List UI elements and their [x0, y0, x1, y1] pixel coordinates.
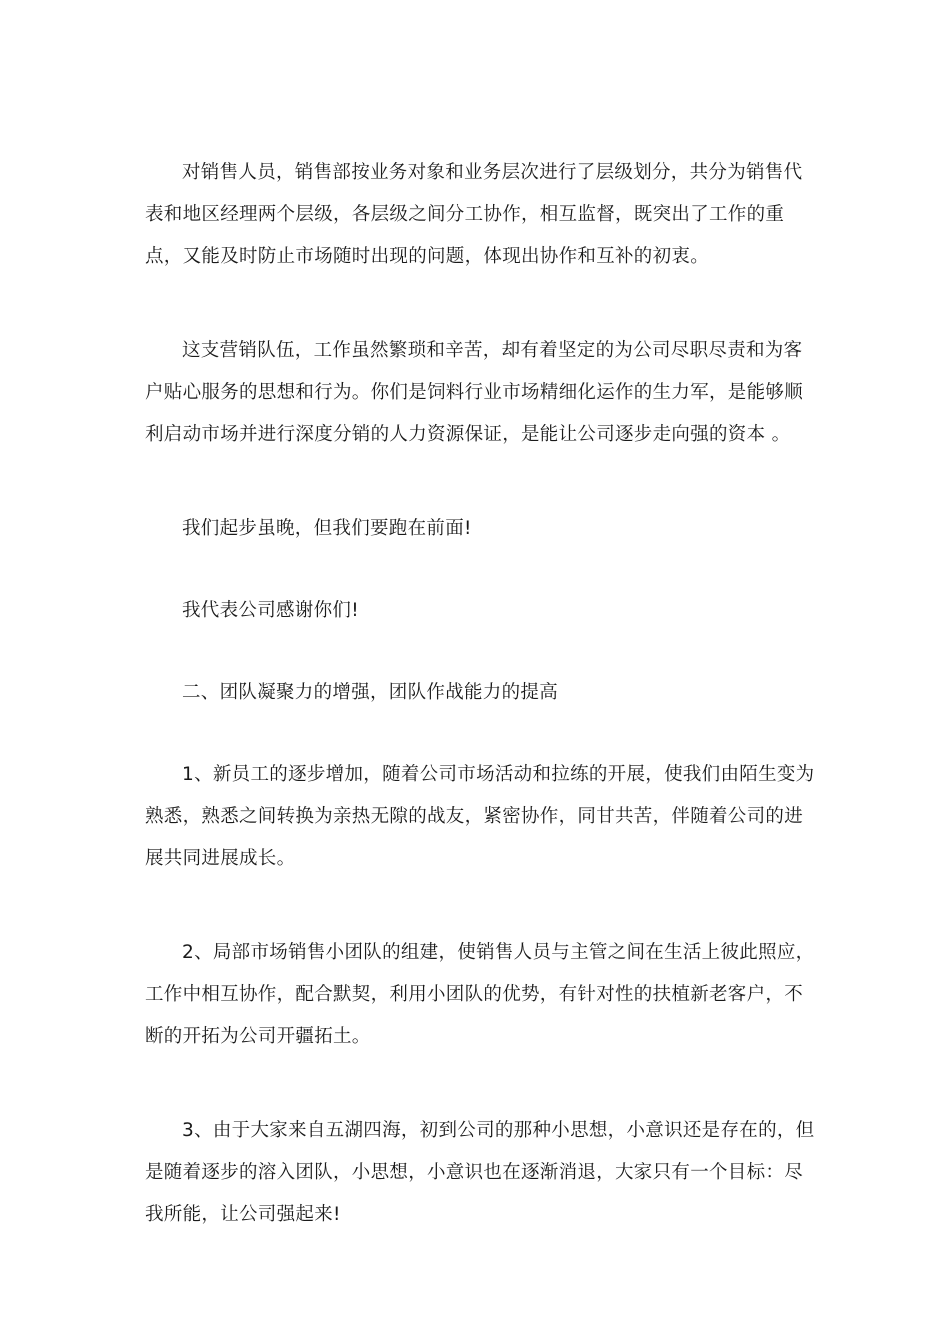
section-heading-team-cohesion: 二、团队凝聚力的增强，团队作战能力的提高: [182, 682, 559, 703]
paragraph-sales-structure: 对销售人员，销售部按业务对象和业务层次进行了层级划分，共分为销售代表和地区经理两个层级，各层级之间分工协作，相互监督，既突出了工作的重点，又能及时防止市场随时出现的问题，体现出协作和互补的初衷。: [145, 162, 803, 267]
paragraph-run-ahead: 我们起步虽晚，但我们要跑在前面!: [182, 518, 472, 539]
paragraph-item-1: 1、新员工的逐步增加，随着公司市场活动和拉练的开展，使我们由陌生变为熟悉，熟悉之间转换为亲热无隙的战友，紧密协作，同甘共苦，伴随着公司的进展共同进展成长。: [145, 764, 815, 869]
document-body: [145, 152, 815, 1288]
paragraph-item-3: 3、由于大家来自五湖四海，初到公司的那种小思想，小意识还是存在的，但是随着逐步的溶入团队，小思想，小意识也在逐渐消退，大家只有一个目标：尽我所能，让公司强起来!: [145, 1120, 815, 1225]
paragraph-marketing-team: 这支营销队伍，工作虽然繁琐和辛苦，却有着坚定的为公司尽职尽责和为客户贴心服务的思想和行为。你们是饲料行业市场精细化运作的生力军，是能够顺利启动市场并进行深度分销的人力资源保证，是能让公司逐步走向强的资本 。: [145, 340, 804, 445]
paragraph-thanks: 我代表公司感谢你们!: [182, 600, 359, 621]
paragraph-item-2: 2、局部市场销售小团队的组建，使销售人员与主管之间在生活上彼此照应，工作中相互协作，配合默契，利用小团队的优势，有针对性的扶植新老客户，不断的开拓为公司开疆拓土。: [145, 942, 815, 1047]
